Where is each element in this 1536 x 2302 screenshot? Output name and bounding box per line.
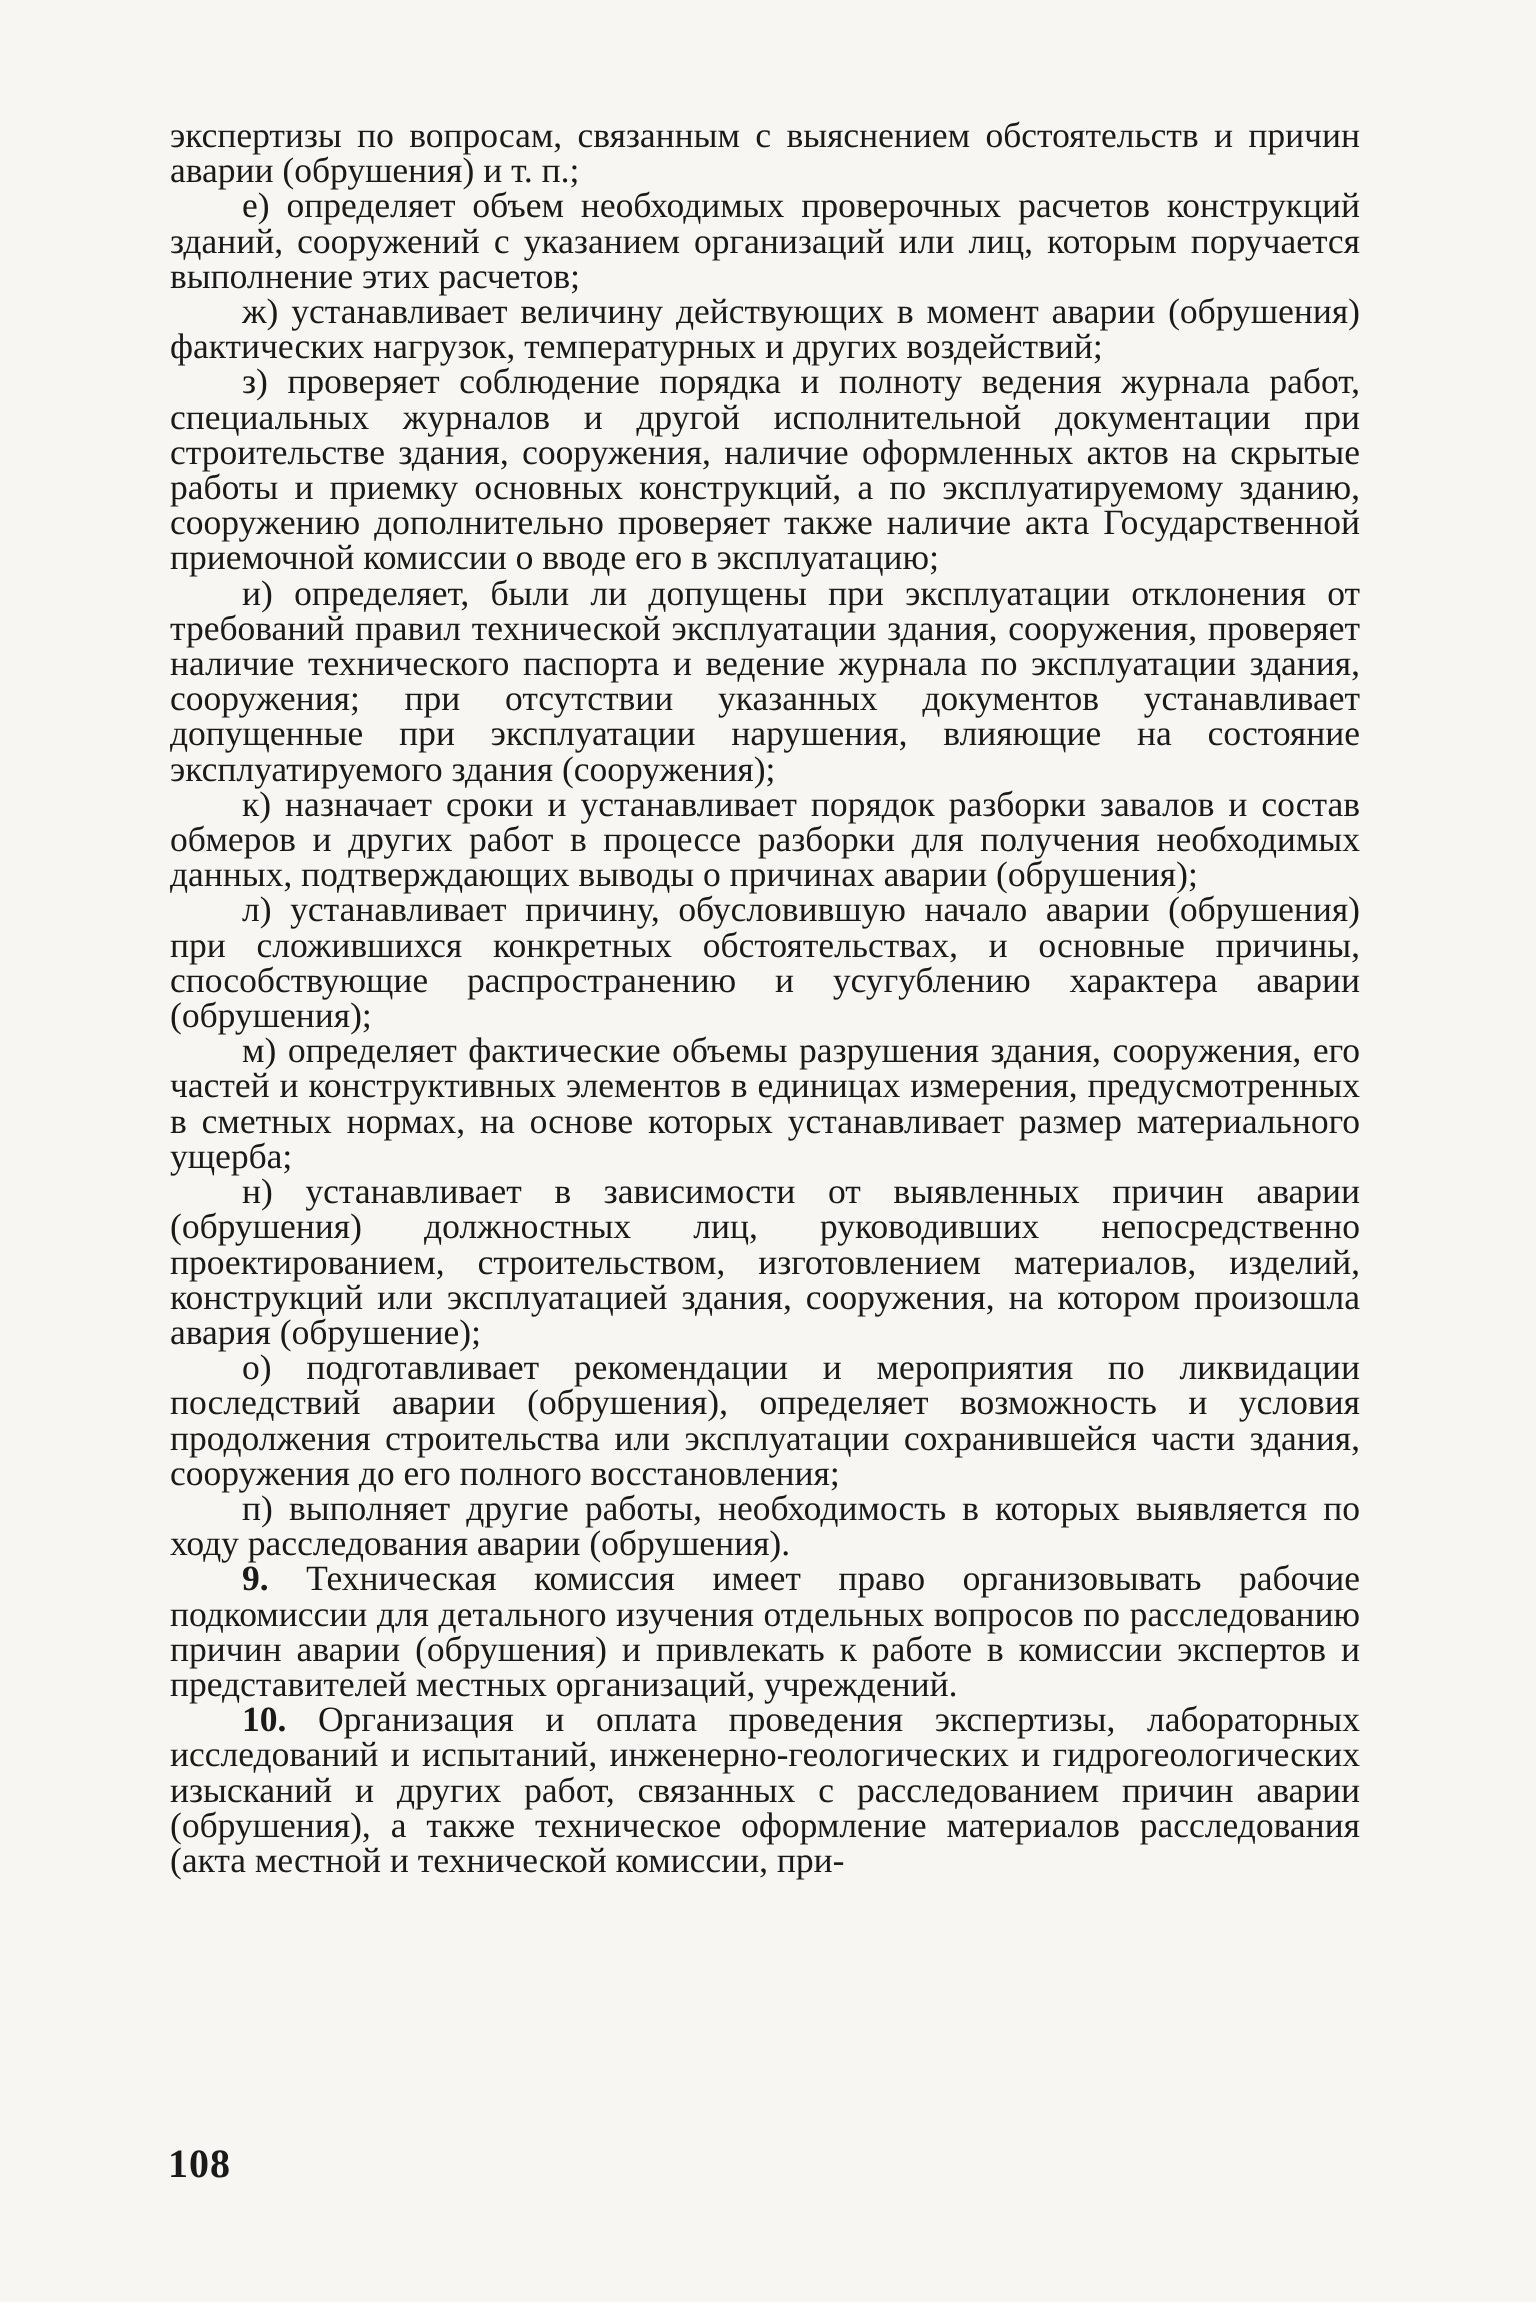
paragraph-section-9 [170,1558,1361,1704]
paragraph-item-z: з) проверяет соблюдение порядка и полноту ведения журнала работ, специальных журналов и другой исполнительной документации при строительстве здания, сооружения, наличие оформленных актов на скрытые работы и приемку основных конструкций, а по эксплуатируемому зданию, сооружению дополнительно проверяет также наличие акта Государственной приемочной комиссии о вводе его в эксплуатацию; [170,361,1360,578]
section-text: Техническая комиссия имеет право организовывать рабочие подкомиссии для детального изучения отдельных вопросов по расследованию причин аварии (обрушения) и привлекать к работе в комиссии экспертов и представителей местных организаций, учреждений. [170,1558,1361,1704]
paragraph-item-o: о) подготавливает рекомендации и мероприятия по ликвидации последствий аварии (обрушения), определяет возможность и условия продолжения строительства или эксплуатации сохранившейся части здания, сооружения до его полного восстановления; [170,1347,1360,1493]
paragraph-item-i: и) определяет, были ли допущены при эксплуатации отклонения от требований правил технической эксплуатации здания, сооружения, проверяет наличие технического паспорта и ведение журнала по эксплуатации здания, сооружения; при отсутствии указанных документов устанавливает допущенные при эксплуатации нарушения, влияющие на состояние эксплуатируемого здания (сооружения); [170,572,1360,789]
section-number: 9. [242,1558,269,1599]
page-number: 108 [168,2141,231,2186]
page-text [170,115,1361,2218]
paragraph-section-10 [170,1699,1360,1880]
section-text: Организация и оплата проведения экспертизы, лабораторных исследований и испытаний, инженерно-геологических и гидрогеологических изысканий и других работ, связанных с расследованием причин аварии (обрушения), а также техническое оформление материалов расследования (акта местной и технической комиссии, при- [170,1699,1360,1880]
paragraph-continuation: экспертизы по вопросам, связанным с выяснением обстоятельств и причин аварии (обрушения) и т. п.; [170,115,1360,191]
paragraph-item-m: м) определяет фактические объемы разрушения здания, сооружения, его частей и конструктивных элементов в единицах измерения, предусмотренных в сметных нормах, на основе которых устанавливает размер материального ущерба; [170,1030,1360,1176]
section-number: 10. [242,1699,287,1740]
paragraph-item-p: п) выполняет другие работы, необходимость в которых выявляется по ходу расследования аварии (обрушения). [170,1487,1360,1564]
paragraph-item-k: к) назначает сроки и устанавливает порядок разборки завалов и состав обмеров и других работ в процессе разборки для получения необходимых данных, подтверждающих выводы о причинах аварии (обрушения); [170,783,1360,895]
paragraph-item-n: н) устанавливает в зависимости от выявленных причин аварии (обрушения) должностных лиц, руководивших непосредственно проектированием, строительством, изготовлением материалов, изделий, конструкций или эксплуатацией здания, сооружения, на котором произошла авария (обрушение); [170,1171,1360,1352]
paragraph-item-zh: ж) устанавливает величину действующих в момент аварии (обрушения) фактических нагрузок, температурных и других воздействий; [170,291,1360,367]
paragraph-item-l: л) устанавливает причину, обусловившую начало аварии (обрушения) при сложившихся конкретных обстоятельствах, и основные причины, способствующие распространению и усугублению характера аварии (обрушения); [170,889,1360,1036]
paragraph-item-e: е) определяет объем необходимых проверочных расчетов конструкций зданий, сооружений с указанием организаций или лиц, которым поручается выполнение этих расчетов; [170,185,1360,296]
